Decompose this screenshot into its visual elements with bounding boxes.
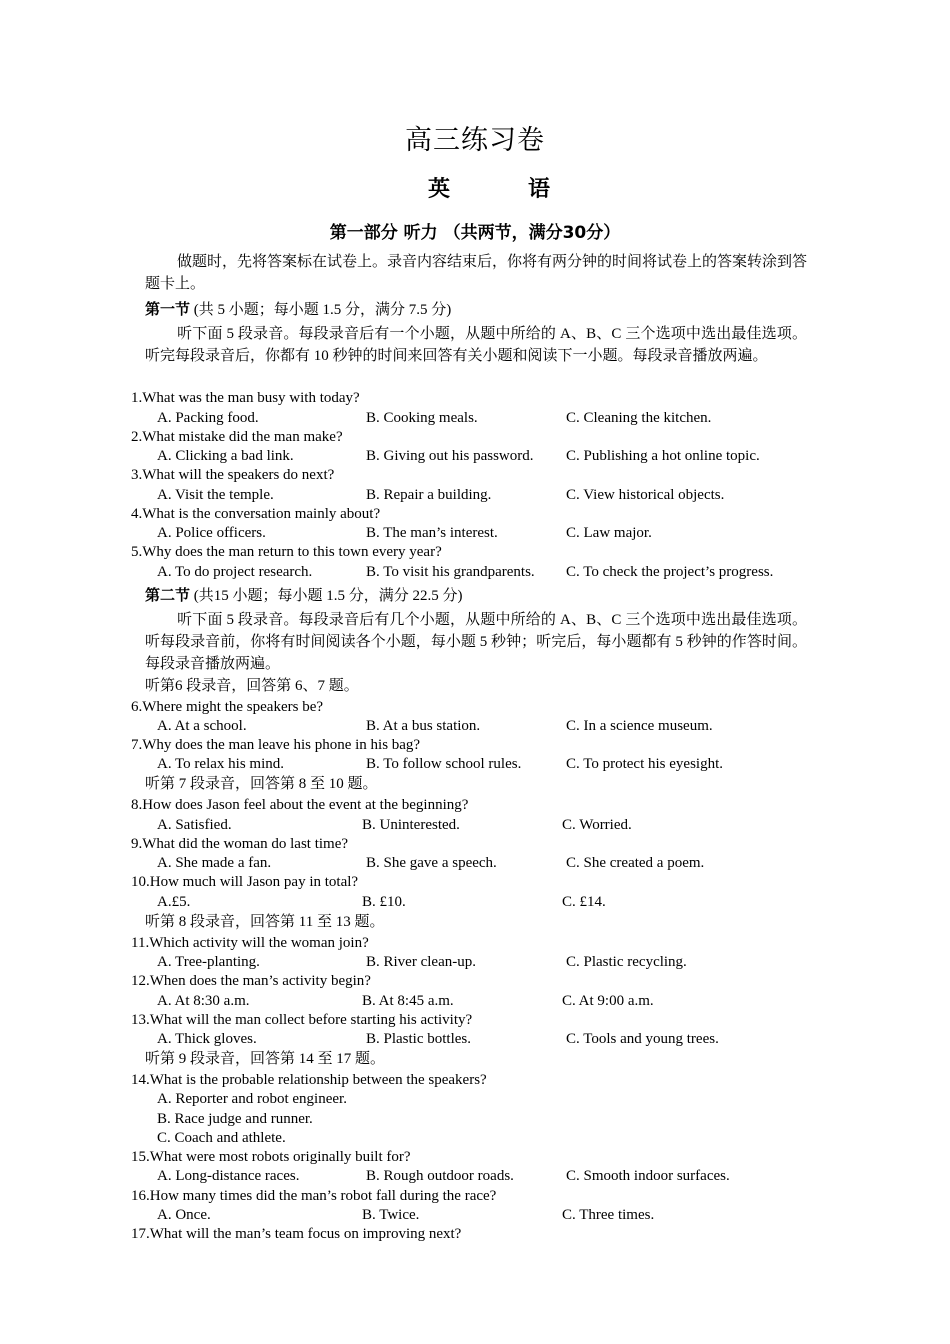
q8-option-c: C. Worried. [562,817,632,833]
q12-option-b: B. At 8:45 a.m. [362,993,454,1009]
section-one-detail: (共 5 小题；每小题 1.5 分，满分 7.5 分) [190,302,452,318]
q11-option-c: C. Plastic recycling. [566,954,687,970]
section-two-detail: (共15 小题；每小题 1.5 分，满分 22.5 分) [190,588,463,604]
q10-option-c: C. £14. [562,894,606,910]
q2-option-c: C. Publishing a hot online topic. [566,448,760,464]
q9-option-c: C. She created a poem. [566,855,705,871]
q6-option-c: C. In a science museum. [566,718,713,734]
subject-title: 英 语 [427,176,578,202]
section-one-heading [145,299,451,320]
section-two-instructions-text: 听下面 5 段录音。每段录音后有几个小题，从题中所给的 A、B、C 三个选项中选出最佳选项。听每段录音前，你将有时间阅读各个小题，每小题 5 秒钟；听完后，每小题都有 5 秒钟的作答时间。每段录音播放两遍。 [145,612,807,672]
question-10: 10.How much will Jason pay in total? [131,874,359,890]
q9-option-b: B. She gave a speech. [366,855,497,871]
recording-7-note: 听第 7 段录音，回答第 8 至 10 题。 [145,776,378,792]
q2-option-b: B. Giving out his password. [366,448,534,464]
question-2: 2.What mistake did the man make? [131,429,343,445]
q1-option-c: C. Cleaning the kitchen. [566,410,712,426]
q10-option-a: A.£5. [157,894,191,910]
question-13: 13.What will the man collect before starting his activity? [131,1012,473,1028]
intro-paragraph [145,251,807,295]
section-one-instructions-text: 听下面 5 段录音。每段录音后有一个小题，从题中所给的 A、B、C 三个选项中选出最佳选项。听完每段录音后，你都有 10 秒钟的时间来回答有关小题和阅读下一小题。每段录音播放两遍。 [145,326,807,364]
q5-option-c: C. To check the project’s progress. [566,564,774,580]
question-1: 1.What was the man busy with today? [131,390,360,406]
q9-option-a: A. She made a fan. [157,855,272,871]
q8-option-a: A. Satisfied. [157,817,232,833]
q3-option-a: A. Visit the temple. [157,487,274,503]
section-two-label: 第二节 [145,586,191,604]
question-11: 11.Which activity will the woman join? [131,935,369,951]
section-two-instructions [145,609,807,675]
q3-option-c: C. View historical objects. [566,487,725,503]
recording-9-note: 听第 9 段录音，回答第 14 至 17 题。 [145,1051,386,1067]
q15-option-a: A. Long-distance races. [157,1168,300,1184]
q11-option-a: A. Tree-planting. [157,954,260,970]
question-5: 5.Why does the man return to this town every year? [131,544,442,560]
q7-option-c: C. To protect his eyesight. [566,756,723,772]
section-two-heading [145,585,463,606]
question-3: 3.What will the speakers do next? [131,467,335,483]
q12-option-c: C. At 9:00 a.m. [562,993,654,1009]
question-6: 6.Where might the speakers be? [131,699,324,715]
q1-option-a: A. Packing food. [157,410,259,426]
question-15: 15.What were most robots originally built for? [131,1149,411,1165]
q15-option-c: C. Smooth indoor surfaces. [566,1168,730,1184]
section-one-label: 第一节 [145,300,191,318]
q5-option-b: B. To visit his grandparents. [366,564,535,580]
q16-option-a: A. Once. [157,1207,211,1223]
question-9: 9.What did the woman do last time? [131,836,349,852]
q10-option-b: B. £10. [362,894,406,910]
q13-option-b: B. Plastic bottles. [366,1031,471,1047]
q7-option-a: A. To relax his mind. [157,756,284,772]
question-16: 16.How many times did the man’s robot fall during the race? [131,1188,497,1204]
section-one-instructions [145,323,807,367]
q7-option-b: B. To follow school rules. [366,756,522,772]
q13-option-c: C. Tools and young trees. [566,1031,719,1047]
recording-6-note: 听第6 段录音，回答第 6、7 题。 [145,678,359,694]
question-7: 7.Why does the man leave his phone in his bag? [131,737,421,753]
question-17: 17.What will the man’s team focus on improving next? [131,1226,462,1242]
q3-option-b: B. Repair a building. [366,487,492,503]
q4-option-a: A. Police officers. [157,525,266,541]
q1-option-b: B. Cooking meals. [366,410,478,426]
q6-option-b: B. At a bus station. [366,718,481,734]
q16-option-c: C. Three times. [562,1207,655,1223]
q14-option-b: B. Race judge and runner. [157,1111,313,1127]
q8-option-b: B. Uninterested. [362,817,460,833]
q11-option-b: B. River clean-up. [366,954,476,970]
question-14: 14.What is the probable relationship between the speakers? [131,1072,487,1088]
q5-option-a: A. To do project research. [157,564,313,580]
q15-option-b: B. Rough outdoor roads. [366,1168,514,1184]
q4-option-c: C. Law major. [566,525,652,541]
q14-option-a: A. Reporter and robot engineer. [157,1091,347,1107]
q12-option-a: A. At 8:30 a.m. [157,993,250,1009]
exam-title: 高三练习卷 [405,125,545,156]
intro-text: 做题时，先将答案标在试卷上。录音内容结束后，你将有两分钟的时间将试卷上的答案转涂到答题卡上。 [145,254,808,292]
q2-option-a: A. Clicking a bad link. [157,448,294,464]
q13-option-a: A. Thick gloves. [157,1031,257,1047]
question-12: 12.When does the man’s activity begin? [131,973,371,989]
question-4: 4.What is the conversation mainly about? [131,506,381,522]
q14-option-c: C. Coach and athlete. [157,1130,286,1146]
question-8: 8.How does Jason feel about the event at the beginning? [131,797,469,813]
q6-option-a: A. At a school. [157,718,247,734]
recording-8-note: 听第 8 段录音，回答第 11 至 13 题。 [145,914,385,930]
part-one-heading: 第一部分 听力 （共两节，满分30分） [329,223,621,243]
q4-option-b: B. The man’s interest. [366,525,498,541]
q16-option-b: B. Twice. [362,1207,420,1223]
